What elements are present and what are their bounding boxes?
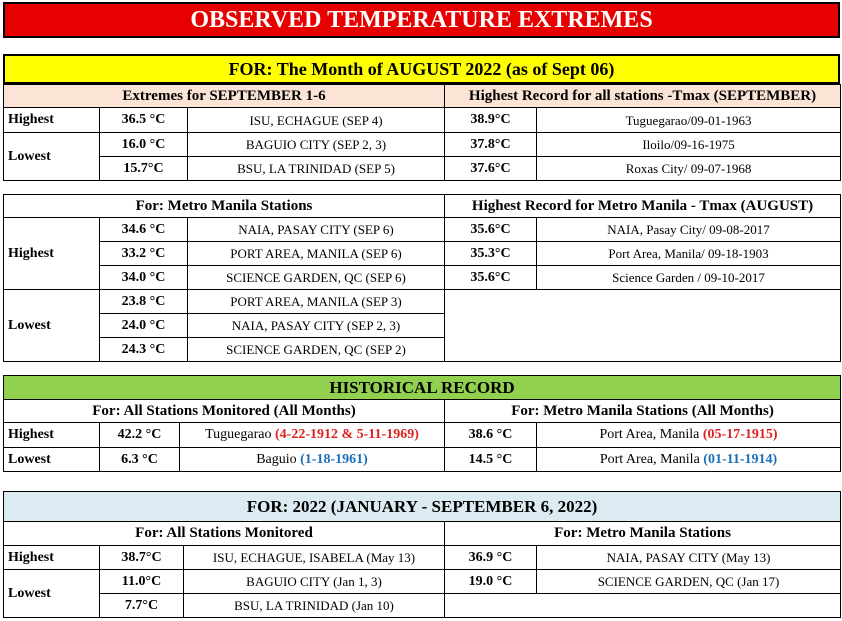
year-2022-title: FOR: 2022 (JANUARY - SEPTEMBER 6, 2022) [4, 492, 841, 522]
highest-label: Highest [4, 546, 100, 570]
record-station: Port Area, Manila (05-17-1915) [537, 423, 841, 448]
station-name: SCIENCE GARDEN, QC (SEP 6) [188, 266, 445, 290]
metro-all-months-header: For: Metro Manila Stations (All Months) [445, 400, 841, 423]
all-months-header: For: All Stations Monitored (All Months) [4, 400, 445, 423]
metro-manila-table [3, 194, 841, 362]
record-station: Tuguegarao/09-01-1963 [537, 108, 841, 133]
station-name: BSU, LA TRINIDAD (Jan 10) [184, 594, 445, 618]
station-name: ISU, ECHAGUE (SEP 4) [188, 108, 445, 133]
record-station: Iloilo/09-16-1975 [537, 133, 841, 157]
record-station: NAIA, PASAY CITY (May 13) [537, 546, 841, 570]
sep-record-header: Highest Record for all stations -Tmax (SEPTEMBER) [445, 85, 841, 108]
lowest-label: Lowest [4, 448, 100, 472]
september-extremes-table [3, 84, 841, 181]
station-name: PORT AREA, MANILA (SEP 3) [188, 290, 445, 314]
lowest-label: Lowest [4, 290, 100, 362]
record-date: (05-17-1915) [702, 427, 778, 442]
lowest-label: Lowest [4, 570, 100, 618]
temp-value: 34.0 °C [100, 266, 188, 290]
temp-value: 36.5 °C [100, 108, 188, 133]
record-value: 37.8°C [445, 133, 537, 157]
highest-label: Highest [4, 218, 100, 290]
record-station: Roxas City/ 09-07-1968 [537, 157, 841, 181]
metro-stations-header: For: Metro Manila Stations [445, 522, 841, 546]
record-station: NAIA, Pasay City/ 09-08-2017 [537, 218, 841, 242]
all-stations-header: For: All Stations Monitored [4, 522, 445, 546]
station-name: Baguio (1-18-1961) [180, 448, 445, 472]
record-station: Port Area, Manila/ 09-18-1903 [537, 242, 841, 266]
historical-record-table [3, 375, 841, 472]
record-station: SCIENCE GARDEN, QC (Jan 17) [537, 570, 841, 594]
station-name: NAIA, PASAY CITY (SEP 2, 3) [188, 314, 445, 338]
sep-extremes-header: Extremes for SEPTEMBER 1-6 [4, 85, 445, 108]
temp-value: 38.7°C [100, 546, 184, 570]
page-title: OBSERVED TEMPERATURE EXTREMES [3, 2, 840, 38]
metro-manila-header: For: Metro Manila Stations [4, 195, 445, 218]
year-2022-table [3, 491, 841, 618]
record-value: 36.9 °C [445, 546, 537, 570]
station-name: BAGUIO CITY (SEP 2, 3) [188, 133, 445, 157]
station-name: ISU, ECHAGUE, ISABELA (May 13) [184, 546, 445, 570]
empty-cell [445, 594, 841, 618]
highest-label: Highest [4, 423, 100, 448]
record-value: 35.6°C [445, 218, 537, 242]
temp-value: 15.7°C [100, 157, 188, 181]
station-name: BSU, LA TRINIDAD (SEP 5) [188, 157, 445, 181]
station-name: SCIENCE GARDEN, QC (SEP 2) [188, 338, 445, 362]
record-value: 35.3°C [445, 242, 537, 266]
station-name: PORT AREA, MANILA (SEP 6) [188, 242, 445, 266]
station-name: Tuguegarao (4-22-1912 & 5-11-1969) [180, 423, 445, 448]
temp-value: 24.3 °C [100, 338, 188, 362]
historical-record-title: HISTORICAL RECORD [4, 376, 841, 400]
temp-value: 42.2 °C [100, 423, 180, 448]
highest-label: Highest [4, 108, 100, 133]
record-value: 14.5 °C [445, 448, 537, 472]
record-value: 19.0 °C [445, 570, 537, 594]
temp-value: 24.0 °C [100, 314, 188, 338]
metro-record-header: Highest Record for Metro Manila - Tmax (AUGUST) [445, 195, 841, 218]
record-date: (4-22-1912 & 5-11-1969) [275, 427, 419, 442]
record-value: 37.6°C [445, 157, 537, 181]
record-station: Port Area, Manila (01-11-1914) [537, 448, 841, 472]
temp-value: 33.2 °C [100, 242, 188, 266]
temp-value: 11.0°C [100, 570, 184, 594]
record-date: (1-18-1961) [300, 451, 368, 467]
record-value: 35.6°C [445, 266, 537, 290]
station-name: BAGUIO CITY (Jan 1, 3) [184, 570, 445, 594]
temp-value: 34.6 °C [100, 218, 188, 242]
record-value: 38.6 °C [445, 423, 537, 448]
temp-value: 23.8 °C [100, 290, 188, 314]
station-name: NAIA, PASAY CITY (SEP 6) [188, 218, 445, 242]
temp-value: 6.3 °C [100, 448, 180, 472]
lowest-label: Lowest [4, 133, 100, 181]
record-date: (01-11-1914) [703, 451, 778, 467]
record-value: 38.9°C [445, 108, 537, 133]
record-station: Science Garden / 09-10-2017 [537, 266, 841, 290]
temp-value: 7.7°C [100, 594, 184, 618]
temp-value: 16.0 °C [100, 133, 188, 157]
month-banner: FOR: The Month of AUGUST 2022 (as of Sept 06) [3, 54, 840, 84]
empty-cell [445, 290, 841, 362]
